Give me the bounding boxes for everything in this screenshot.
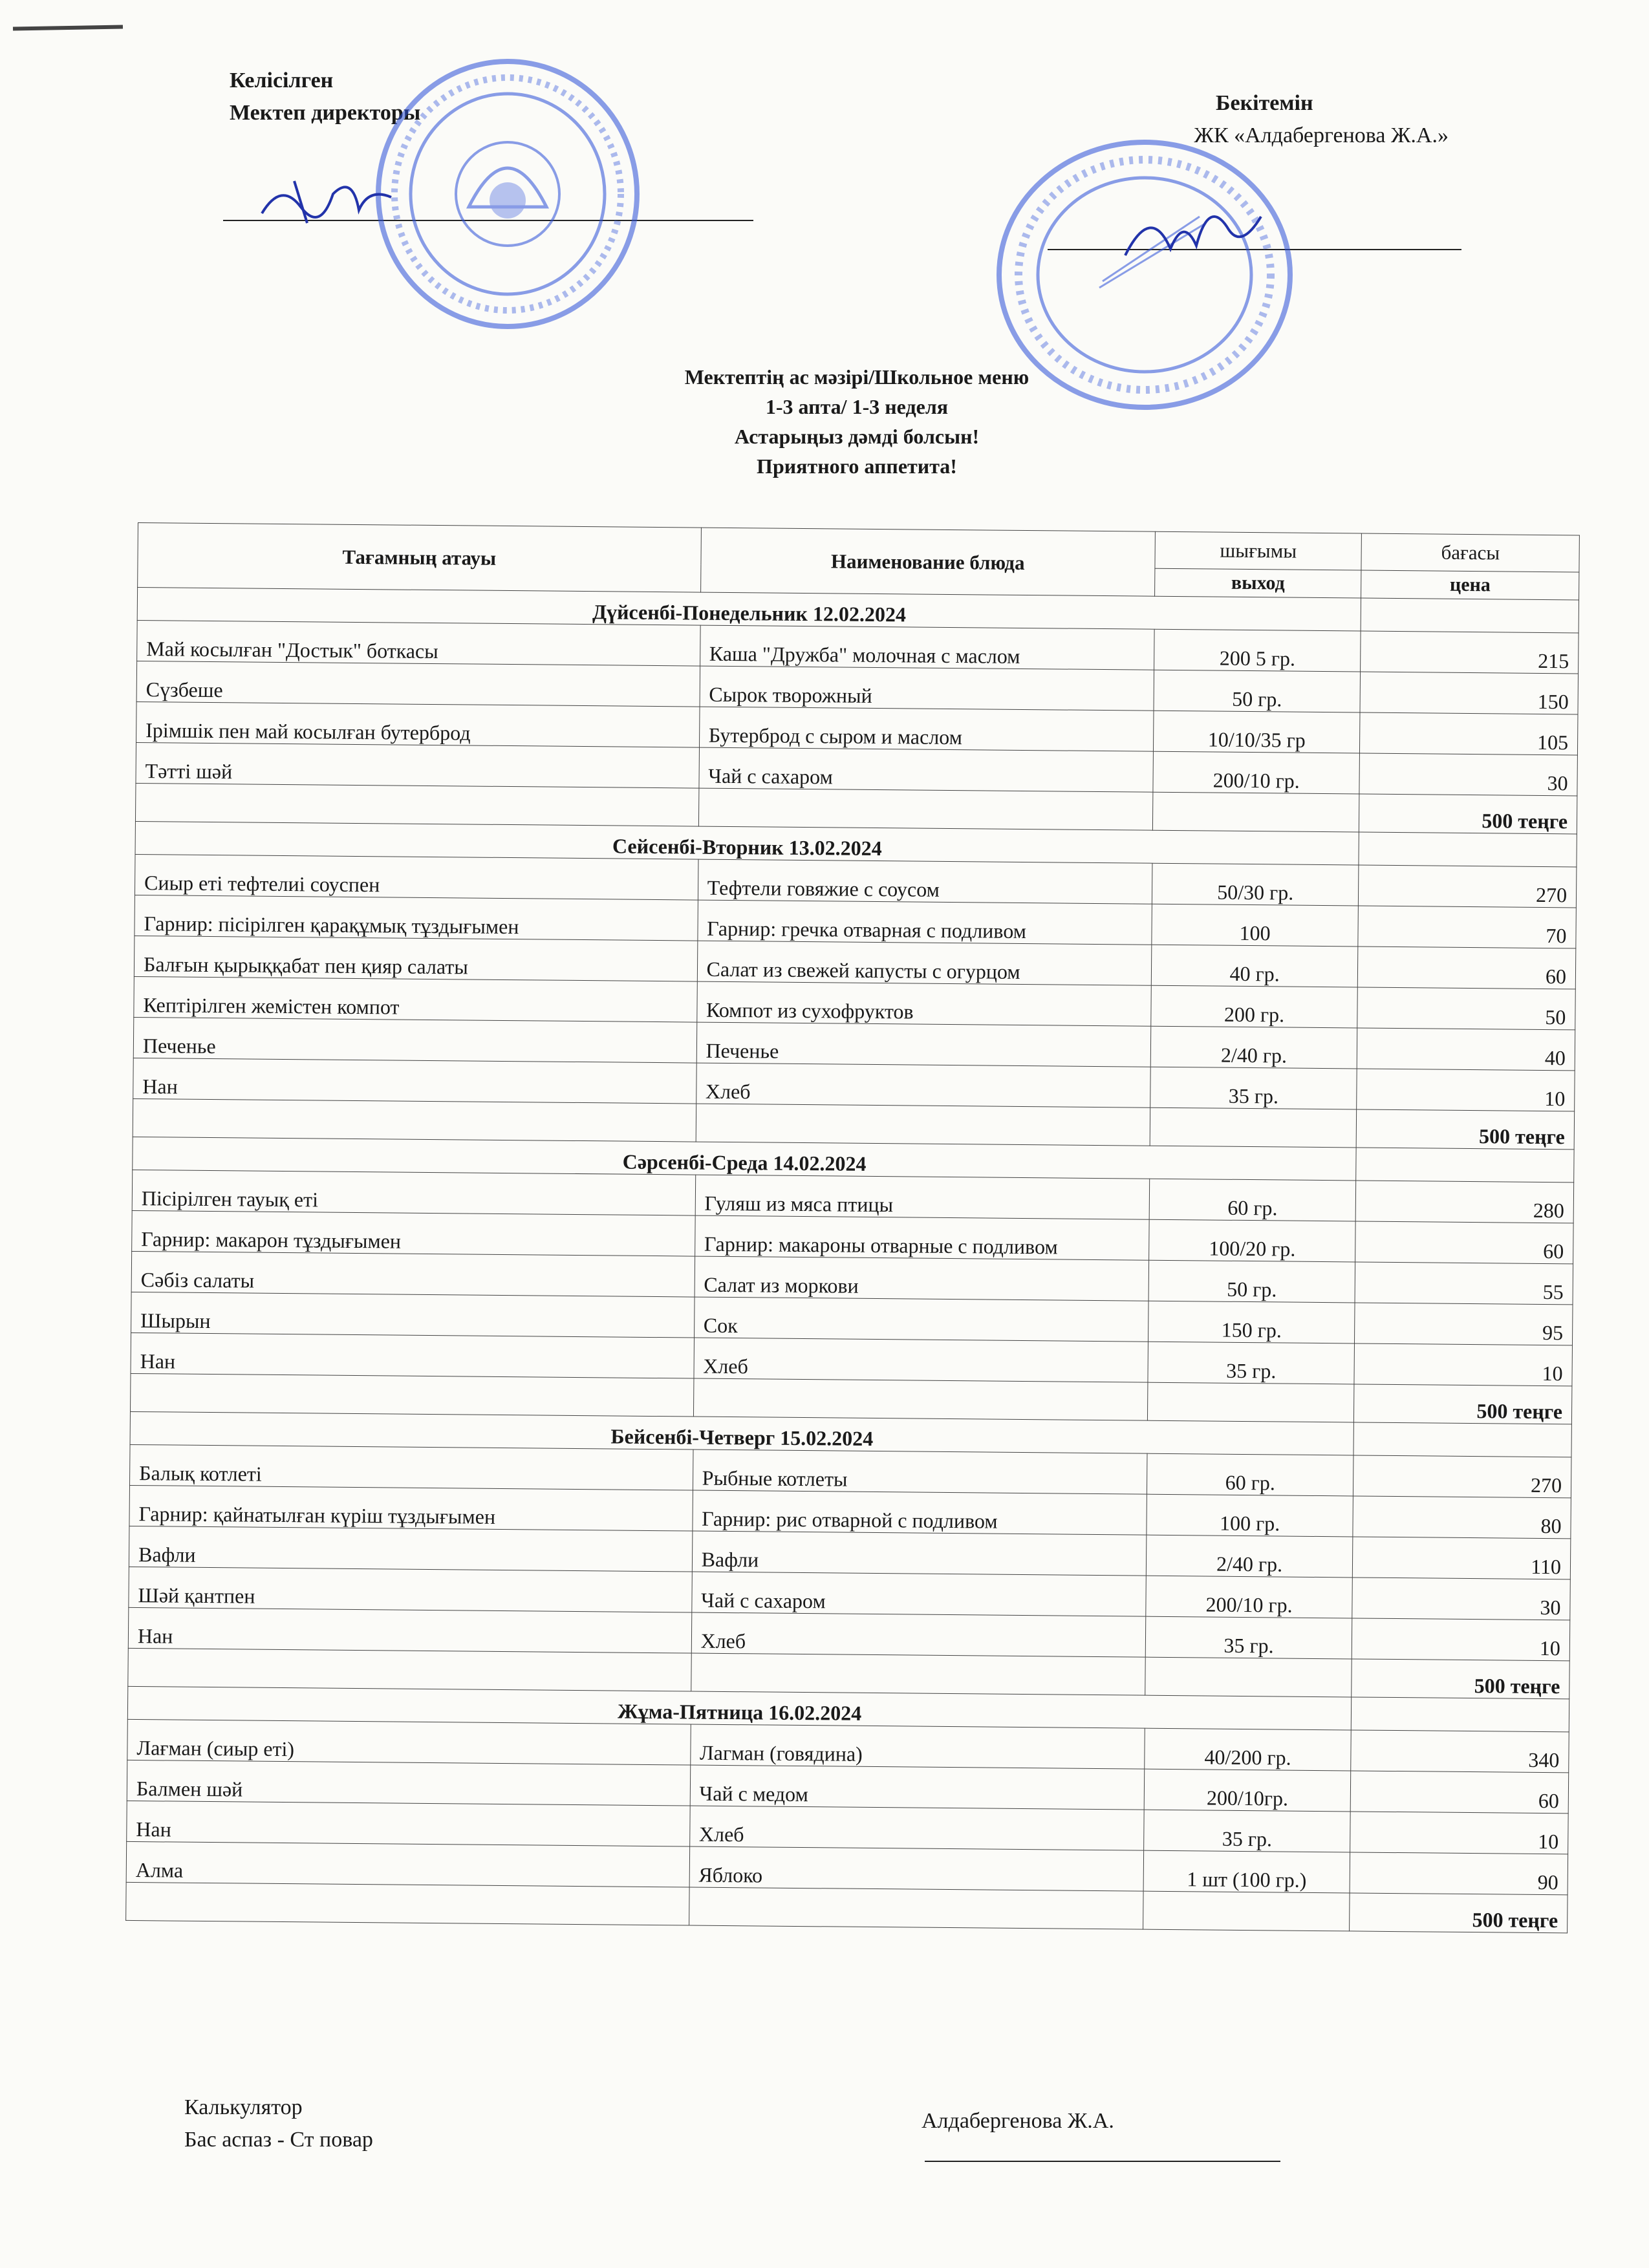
day-total: 500 теңге [1352, 1659, 1569, 1699]
scan-edge-mark [13, 25, 123, 31]
dish-price: 55 [1355, 1262, 1573, 1305]
dish-price: 105 [1360, 712, 1578, 755]
dish-output: 100/20 гр. [1148, 1219, 1355, 1262]
dish-name-ru: Гуляш из мяса птицы [695, 1175, 1150, 1219]
col-header-output-kz: шығымы [1155, 531, 1362, 570]
dish-name-kz: Май косылған "Достык" боткасы [137, 620, 700, 666]
dish-name-ru: Сок [694, 1297, 1148, 1342]
empty-cell [1147, 1382, 1354, 1422]
dish-name-ru: Бутерброд с сыром и маслом [699, 707, 1154, 751]
dish-output: 150 гр. [1148, 1301, 1355, 1343]
dish-name-ru: Печенье [696, 1022, 1151, 1067]
menu-body [126, 588, 1579, 1933]
dish-price: 215 [1361, 631, 1579, 674]
dish-price: 40 [1357, 1028, 1575, 1071]
day-title: Сәрсенбі-Среда 14.02.2024 [133, 1137, 1357, 1181]
empty-cell [130, 1373, 693, 1417]
day-empty-cell [1353, 1422, 1571, 1457]
day-total: 500 теңге [1357, 1109, 1575, 1150]
dish-output: 1 шт (100 гр.) [1143, 1850, 1350, 1893]
dish-name-ru: Яблоко [689, 1846, 1144, 1891]
menu-week: 1-3 апта/ 1-3 неделя [765, 395, 949, 418]
footer-right [921, 2109, 1114, 2134]
dish-name-ru: Тефтели говяжие с соусом [698, 859, 1152, 904]
dish-price: 10 [1350, 1812, 1568, 1854]
empty-cell [689, 1887, 1143, 1929]
dish-name-kz: Кептірілген жемістен компот [134, 976, 697, 1022]
dish-price: 30 [1359, 753, 1577, 796]
empty-cell [698, 788, 1153, 830]
col-header-kz-name: Тағамның атауы [138, 523, 701, 593]
day-title: Бейсенбі-Четверг 15.02.2024 [130, 1411, 1354, 1455]
dish-price: 10 [1357, 1069, 1575, 1111]
col-header-price-ru: цена [1361, 570, 1579, 600]
dish-output: 100 [1152, 904, 1359, 947]
empty-cell [1145, 1657, 1352, 1697]
dish-name-kz: Вафли [129, 1526, 692, 1572]
approver-signature [1112, 191, 1267, 281]
dish-name-kz: Пісірілген тауық еті [132, 1170, 695, 1215]
dish-name-kz: Лағман (сиыр еті) [127, 1719, 691, 1765]
dish-name-ru: Сырок творожный [700, 666, 1154, 711]
dish-name-kz: Нан [127, 1801, 690, 1846]
dish-name-kz: Нан [133, 1058, 696, 1104]
dish-output: 50/30 гр. [1152, 863, 1359, 906]
dish-price: 30 [1352, 1578, 1570, 1620]
dish-name-ru: Хлеб [694, 1338, 1148, 1382]
day-empty-cell [1356, 1148, 1574, 1182]
dish-price: 95 [1355, 1303, 1573, 1345]
dish-output: 200/10гр. [1144, 1769, 1351, 1812]
empty-cell [1152, 792, 1359, 832]
approved-label: Бекітемін [1216, 91, 1313, 115]
col-header-output-ru: выход [1154, 568, 1361, 598]
dish-price: 270 [1353, 1455, 1571, 1498]
dish-name-ru: Хлеб [689, 1806, 1144, 1850]
dish-output: 60 гр. [1147, 1453, 1353, 1496]
dish-name-ru: Чай с медом [690, 1765, 1145, 1810]
day-title: Сейсенбі-Вторник 13.02.2024 [135, 821, 1359, 865]
dish-name-kz: Гарнир: пісірілген қарақұмық тұздығымен [135, 895, 698, 941]
director-signature [255, 162, 398, 233]
dish-name-kz: Нан [131, 1332, 694, 1378]
dish-name-kz: Гарнир: макарон тұздығымен [132, 1210, 695, 1256]
dish-name-ru: Гарнир: гречка отварная с подливом [698, 900, 1152, 945]
day-total: 500 теңге [1354, 1384, 1572, 1424]
dish-output: 35 гр. [1150, 1067, 1357, 1109]
dish-name-kz: Гарнир: қайнатылған күріш тұздығымен [129, 1485, 693, 1531]
empty-cell [135, 783, 698, 826]
dish-name-ru: Рыбные котлеты [693, 1450, 1147, 1494]
menu-wish-kz: Астарыңыз дәмді болсын! [734, 425, 980, 448]
dish-name-kz: Печенье [133, 1017, 696, 1063]
dish-name-ru: Хлеб [696, 1063, 1150, 1107]
dish-name-kz: Шырын [131, 1292, 695, 1338]
dish-price: 50 [1357, 987, 1575, 1030]
day-empty-cell [1352, 1697, 1569, 1732]
approver-name: ЖК «Алдабергенова Ж.А.» [1194, 123, 1449, 147]
dish-output: 200/10 гр. [1146, 1576, 1353, 1618]
footer-name: Алдабергенова Ж.А. [921, 2109, 1114, 2133]
dish-name-ru: Гарнир: рис отварной с подливом [693, 1490, 1147, 1535]
col-header-price-kz: бағасы [1361, 533, 1579, 572]
dish-name-ru: Салат из моркови [695, 1256, 1149, 1301]
empty-cell [1150, 1107, 1357, 1148]
footer-left [184, 2091, 373, 2156]
dish-name-kz: Ірімшік пен май косылған бутерброд [136, 701, 700, 747]
day-total: 500 теңге [1359, 794, 1577, 834]
calculator-label: Калькулятор [184, 2095, 303, 2119]
dish-name-ru: Чай с сахаром [699, 747, 1154, 792]
dish-name-kz: Балмен шәй [127, 1760, 690, 1806]
dish-output: 2/40 гр. [1146, 1535, 1353, 1578]
dish-price: 60 [1351, 1771, 1569, 1813]
dish-price: 270 [1359, 865, 1577, 908]
dish-name-kz: Балық котлеті [130, 1444, 693, 1490]
col-header-ru-name: Наименование блюда [700, 528, 1155, 596]
dish-name-kz: Нан [128, 1607, 691, 1653]
footer-signature-line [925, 2161, 1280, 2162]
day-total: 500 теңге [1350, 1893, 1568, 1933]
empty-cell [693, 1378, 1148, 1420]
dish-output: 10/10/35 гр [1153, 711, 1360, 753]
day-empty-cell [1361, 598, 1579, 633]
dish-output: 200 гр. [1151, 985, 1358, 1028]
empty-cell [126, 1882, 689, 1925]
dish-name-kz: Сүзбеше [136, 661, 700, 707]
dish-price: 10 [1354, 1343, 1572, 1386]
dish-output: 35 гр. [1145, 1616, 1352, 1659]
dish-output: 40/200 гр. [1145, 1728, 1352, 1771]
dish-price: 10 [1352, 1618, 1570, 1661]
dish-output: 35 гр. [1148, 1342, 1355, 1384]
dish-name-ru: Гарнир: макароны отварные с подливом [695, 1215, 1149, 1260]
dish-name-ru: Компот из сухофруктов [696, 981, 1151, 1026]
dish-name-kz: Тәтті шәй [136, 742, 699, 788]
school-seal-stamp [372, 52, 643, 336]
dish-output: 50 гр. [1154, 670, 1361, 712]
dish-price: 60 [1358, 947, 1576, 989]
dish-price: 150 [1360, 672, 1578, 714]
chief-cook-label: Бас аспаз - Ст повар [184, 2128, 373, 2152]
dish-price: 280 [1356, 1181, 1574, 1223]
director-label: Мектеп директоры [230, 101, 421, 125]
empty-cell [696, 1104, 1150, 1146]
dish-price: 60 [1355, 1221, 1573, 1264]
dish-output: 60 гр. [1149, 1179, 1356, 1221]
dish-name-ru: Вафли [692, 1531, 1147, 1576]
dish-name-ru: Каша "Дружба" молочная с маслом [700, 625, 1154, 670]
dish-price: 80 [1353, 1496, 1571, 1539]
dish-name-ru: Хлеб [691, 1612, 1146, 1657]
dish-output: 50 гр. [1148, 1260, 1355, 1303]
dish-name-ru: Салат из свежей капусты с огурцом [697, 941, 1152, 985]
dish-name-kz: Сәбіз салаты [131, 1251, 695, 1297]
day-title: Дүйсенбі-Понедельник 12.02.2024 [137, 588, 1361, 632]
empty-cell [133, 1098, 696, 1142]
menu-table [125, 522, 1580, 1933]
empty-cell [128, 1648, 691, 1691]
dish-price: 110 [1353, 1537, 1571, 1579]
dish-output: 200/10 гр. [1153, 751, 1360, 794]
dish-output: 200 5 гр. [1154, 629, 1361, 672]
dish-name-kz: Шәй қантпен [129, 1567, 692, 1612]
day-empty-cell [1359, 832, 1577, 867]
dish-output: 2/40 гр. [1150, 1026, 1357, 1069]
empty-cell [691, 1653, 1145, 1695]
dish-output: 35 гр. [1143, 1810, 1350, 1852]
dish-price: 70 [1358, 906, 1576, 948]
dish-name-ru: Лагман (говядина) [690, 1724, 1145, 1769]
agreed-label: Келісілген [230, 69, 334, 92]
menu-title: Мектептің ас мәзірі/Школьное меню [684, 365, 1029, 389]
menu-wish-ru: Приятного аппетита! [757, 455, 957, 478]
dish-output: 40 гр. [1151, 945, 1358, 987]
day-title: Жұма-Пятница 16.02.2024 [127, 1686, 1352, 1730]
dish-name-kz: Алма [126, 1841, 689, 1887]
dish-output: 100 гр. [1147, 1494, 1353, 1537]
empty-cell [1143, 1891, 1350, 1931]
dish-name-kz: Сиыр еті тефтелиі соуспен [135, 854, 698, 900]
menu-title-block [517, 362, 1196, 481]
dish-price: 340 [1351, 1730, 1569, 1773]
dish-price: 90 [1350, 1852, 1568, 1895]
dish-name-ru: Чай с сахаром [691, 1572, 1146, 1616]
dish-name-kz: Балғын қырыққабат пен қияр салаты [134, 936, 697, 981]
